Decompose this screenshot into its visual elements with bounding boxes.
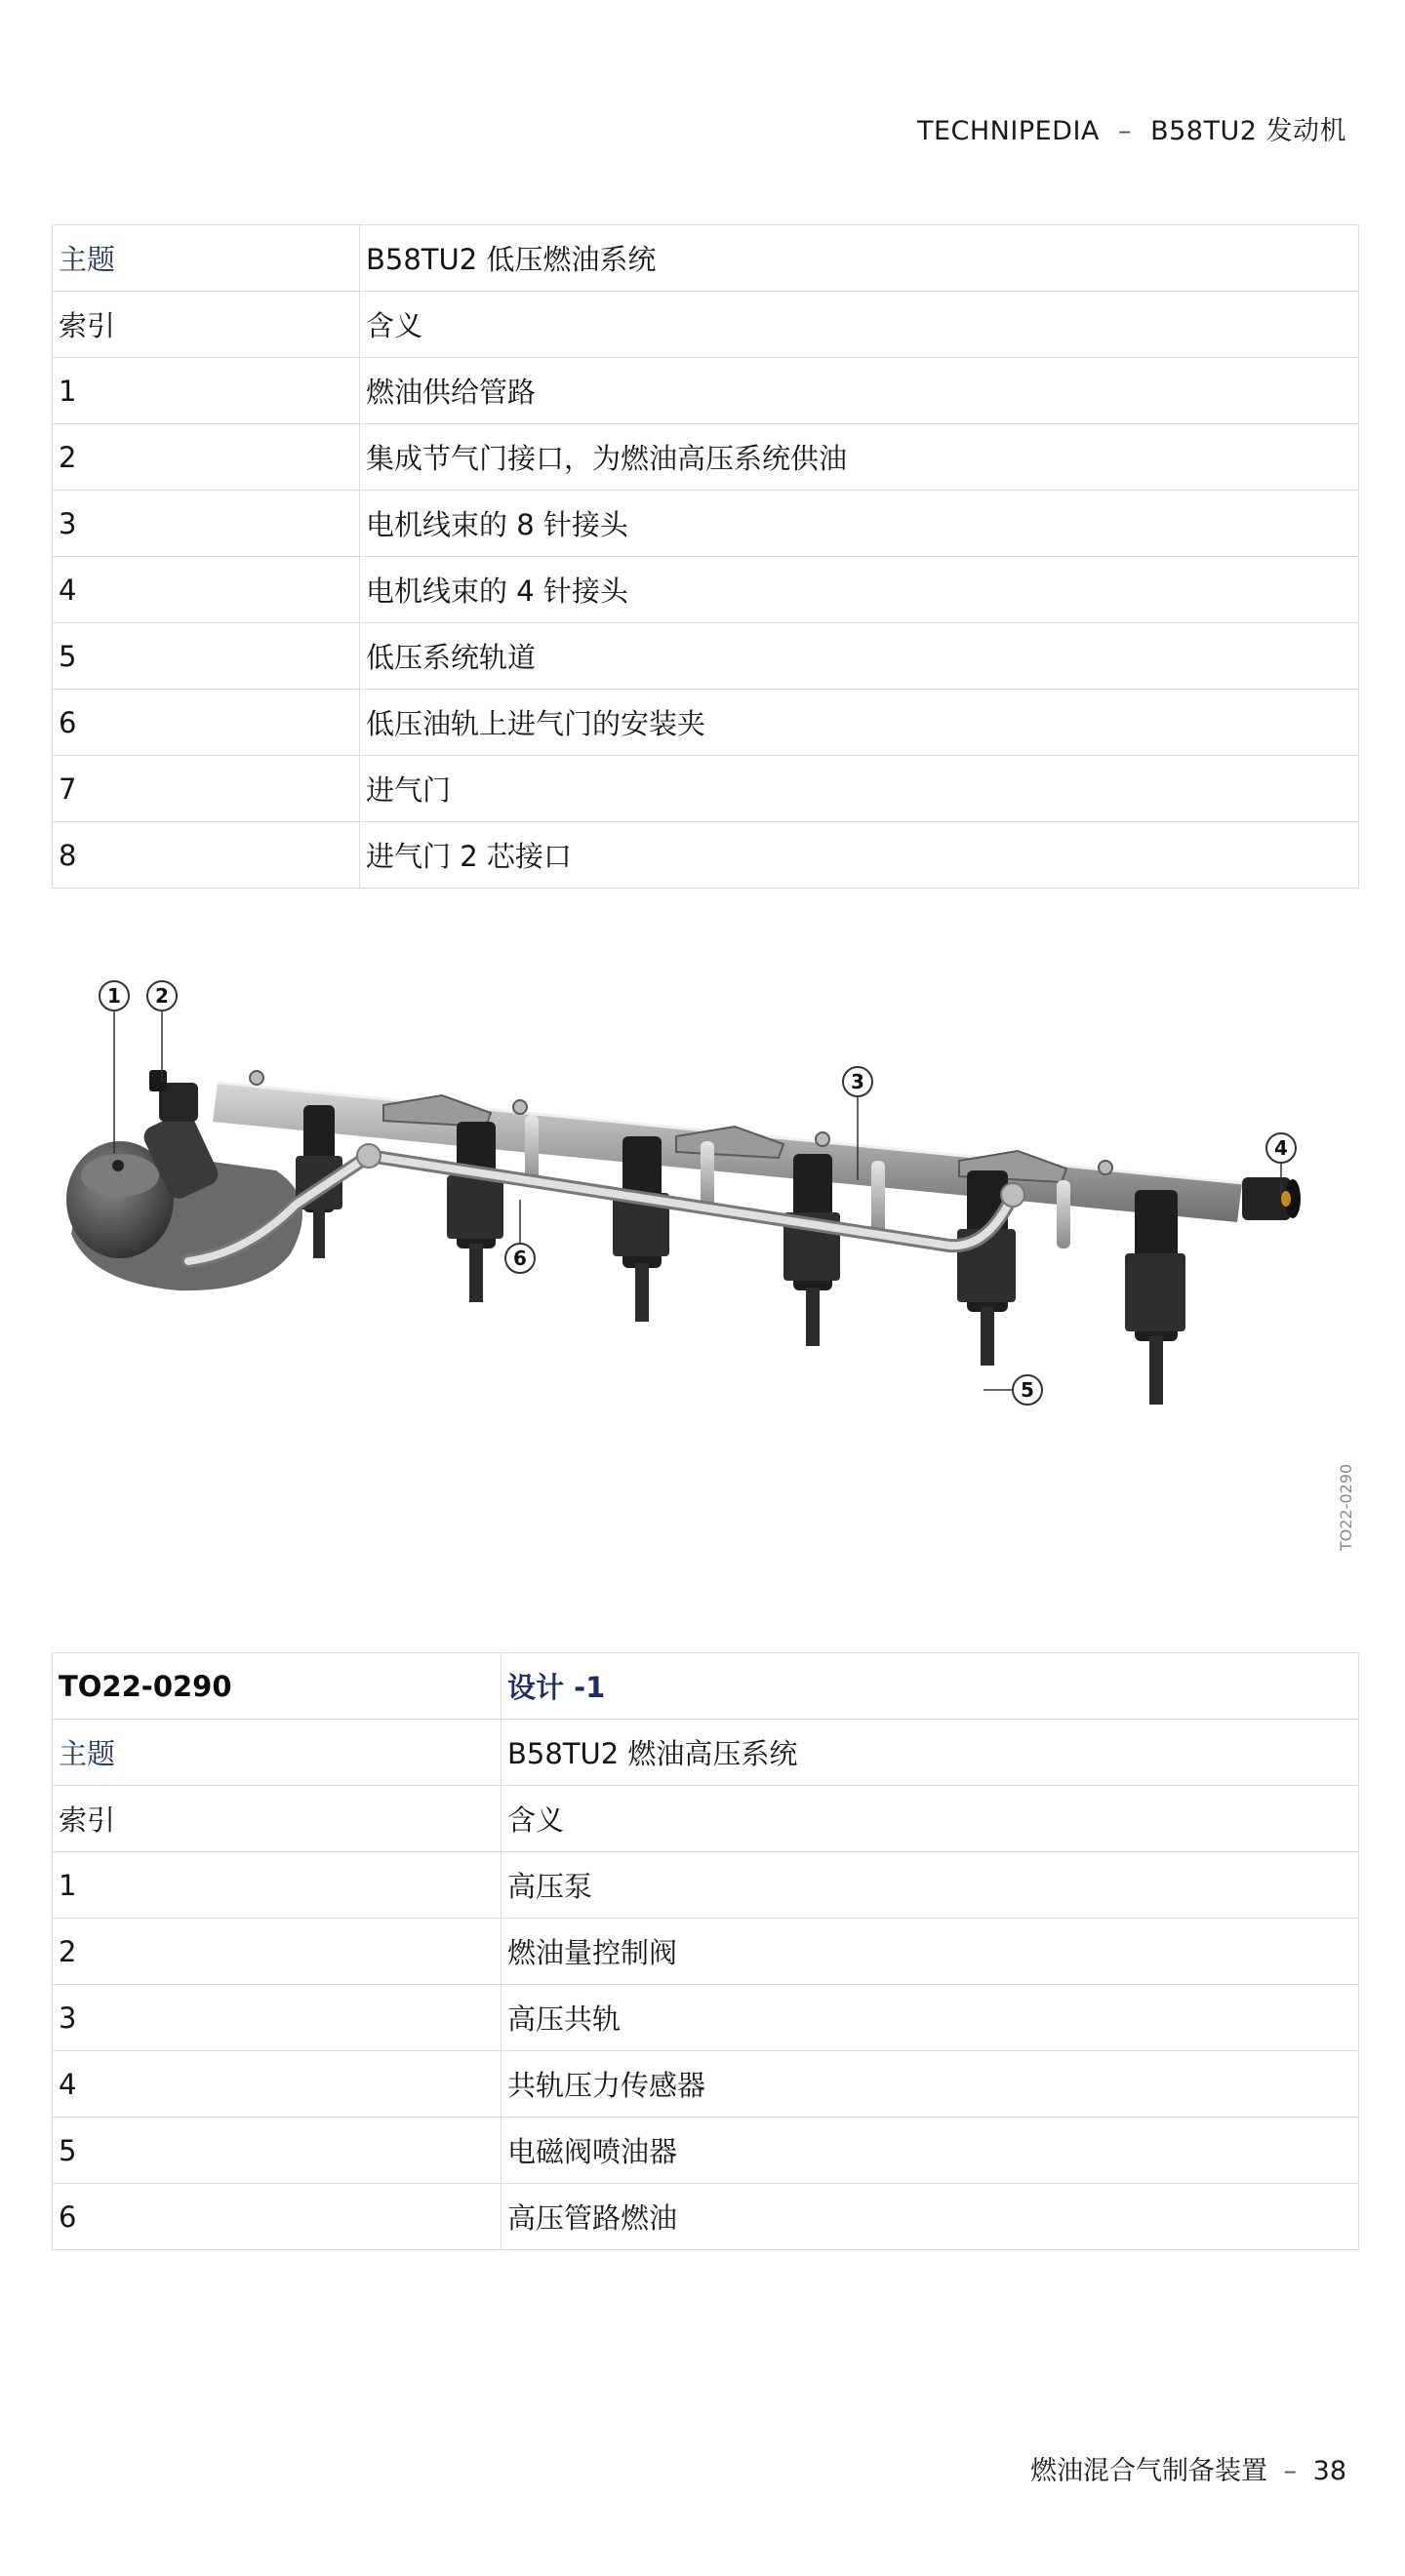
table-value-cell: 燃油量控制阀	[502, 1919, 1359, 1985]
callout-1	[100, 981, 129, 1011]
table-key-cell: 2	[53, 1919, 502, 1985]
table-value-cell: 低压油轨上进气门的安装夹	[360, 690, 1359, 756]
injector-shape	[1125, 1190, 1185, 1405]
table-key-cell: 1	[53, 1852, 502, 1919]
table-row	[53, 2184, 1359, 2250]
page-number: 38	[1312, 2456, 1346, 2486]
table-key-cell: 8	[53, 822, 360, 889]
page-header	[917, 109, 1346, 147]
callout-5	[1013, 1375, 1042, 1405]
table-value-cell: 设计 -1	[502, 1653, 1359, 1720]
header-separator: –	[1118, 116, 1132, 146]
low-pressure-legend-table	[52, 224, 1359, 889]
callout-label: 1	[107, 984, 121, 1008]
injector-shape	[613, 1136, 669, 1322]
table-value-cell: 高压管路燃油	[502, 2184, 1359, 2250]
table-value-cell: 电机线束的 8 针接头	[360, 491, 1359, 557]
page-footer	[1030, 2449, 1346, 2487]
table-row	[53, 424, 1359, 491]
table-value-cell: 进气门	[360, 756, 1359, 822]
table-key-cell: 主题	[53, 1720, 502, 1786]
table-row	[53, 2118, 1359, 2184]
high-pressure-legend-table	[52, 1652, 1359, 2250]
injector-shape	[447, 1122, 503, 1302]
table-value-cell: 进气门 2 芯接口	[360, 822, 1359, 889]
table-key-cell: 6	[53, 2184, 502, 2250]
table-key-cell: 3	[53, 1985, 502, 2051]
control-valve-shape	[149, 1070, 198, 1122]
header-subject: B58TU2 发动机	[1150, 116, 1346, 146]
table-key-cell: 6	[53, 690, 360, 756]
header-brand: TECHNIPEDIA	[916, 116, 1100, 146]
callout-3	[843, 1067, 872, 1096]
callout-2	[147, 981, 177, 1011]
table-key-cell: 4	[53, 557, 360, 623]
table-row	[53, 1786, 1359, 1852]
table-value-cell: 共轨压力传感器	[502, 2051, 1359, 2118]
table-value-cell: 低压系统轨道	[360, 623, 1359, 690]
callout-label: 2	[155, 984, 169, 1008]
high-pressure-fuel-system-illustration	[52, 961, 1359, 1644]
table-value-cell: B58TU2 低压燃油系统	[360, 225, 1359, 292]
table-row	[53, 557, 1359, 623]
table-row	[53, 1985, 1359, 2051]
table-row	[53, 358, 1359, 424]
table-row	[53, 292, 1359, 358]
table-key-cell: 索引	[53, 1786, 502, 1852]
table-key-cell: 5	[53, 2118, 502, 2184]
table-value-cell: B58TU2 燃油高压系统	[502, 1720, 1359, 1786]
table-row	[53, 756, 1359, 822]
table-value-cell: 高压共轨	[502, 1985, 1359, 2051]
callout-6	[505, 1244, 535, 1273]
table-value-cell: 高压泵	[502, 1852, 1359, 1919]
table-key-cell: 4	[53, 2051, 502, 2118]
table-value-cell: 燃油供给管路	[360, 358, 1359, 424]
table-key-cell: 索引	[53, 292, 360, 358]
table-value-cell: 含义	[502, 1786, 1359, 1852]
callout-4	[1266, 1133, 1296, 1163]
table-key-cell: 主题	[53, 225, 360, 292]
table-row	[53, 1720, 1359, 1786]
table-key-cell: 7	[53, 756, 360, 822]
table-row	[53, 1919, 1359, 1985]
table-row	[53, 1852, 1359, 1919]
table-value-cell: 电机线束的 4 针接头	[360, 557, 1359, 623]
table-row	[53, 1653, 1359, 1720]
footer-section: 燃油混合气制备装置	[1029, 2456, 1267, 2486]
table-key-cell: TO22-0290	[53, 1653, 502, 1720]
table-value-cell: 电磁阀喷油器	[502, 2118, 1359, 2184]
table-key-cell: 3	[53, 491, 360, 557]
table-value-cell: 集成节气门接口，为燃油高压系统供油	[360, 424, 1359, 491]
table-value-cell: 含义	[360, 292, 1359, 358]
injector-shape	[783, 1154, 840, 1346]
table-row	[53, 690, 1359, 756]
table-row	[53, 225, 1359, 292]
footer-separator: –	[1283, 2456, 1298, 2486]
callout-label: 3	[851, 1070, 864, 1093]
callout-label: 5	[1021, 1378, 1034, 1402]
table-row	[53, 2051, 1359, 2118]
callout-label: 6	[513, 1247, 527, 1270]
table-key-cell: 1	[53, 358, 360, 424]
table-key-cell: 5	[53, 623, 360, 690]
table-row	[53, 491, 1359, 557]
table-row	[53, 822, 1359, 889]
table-row	[53, 623, 1359, 690]
table-key-cell: 2	[53, 424, 360, 491]
callout-label: 4	[1274, 1136, 1288, 1160]
figure-code: TO22-0290	[1337, 1463, 1355, 1551]
